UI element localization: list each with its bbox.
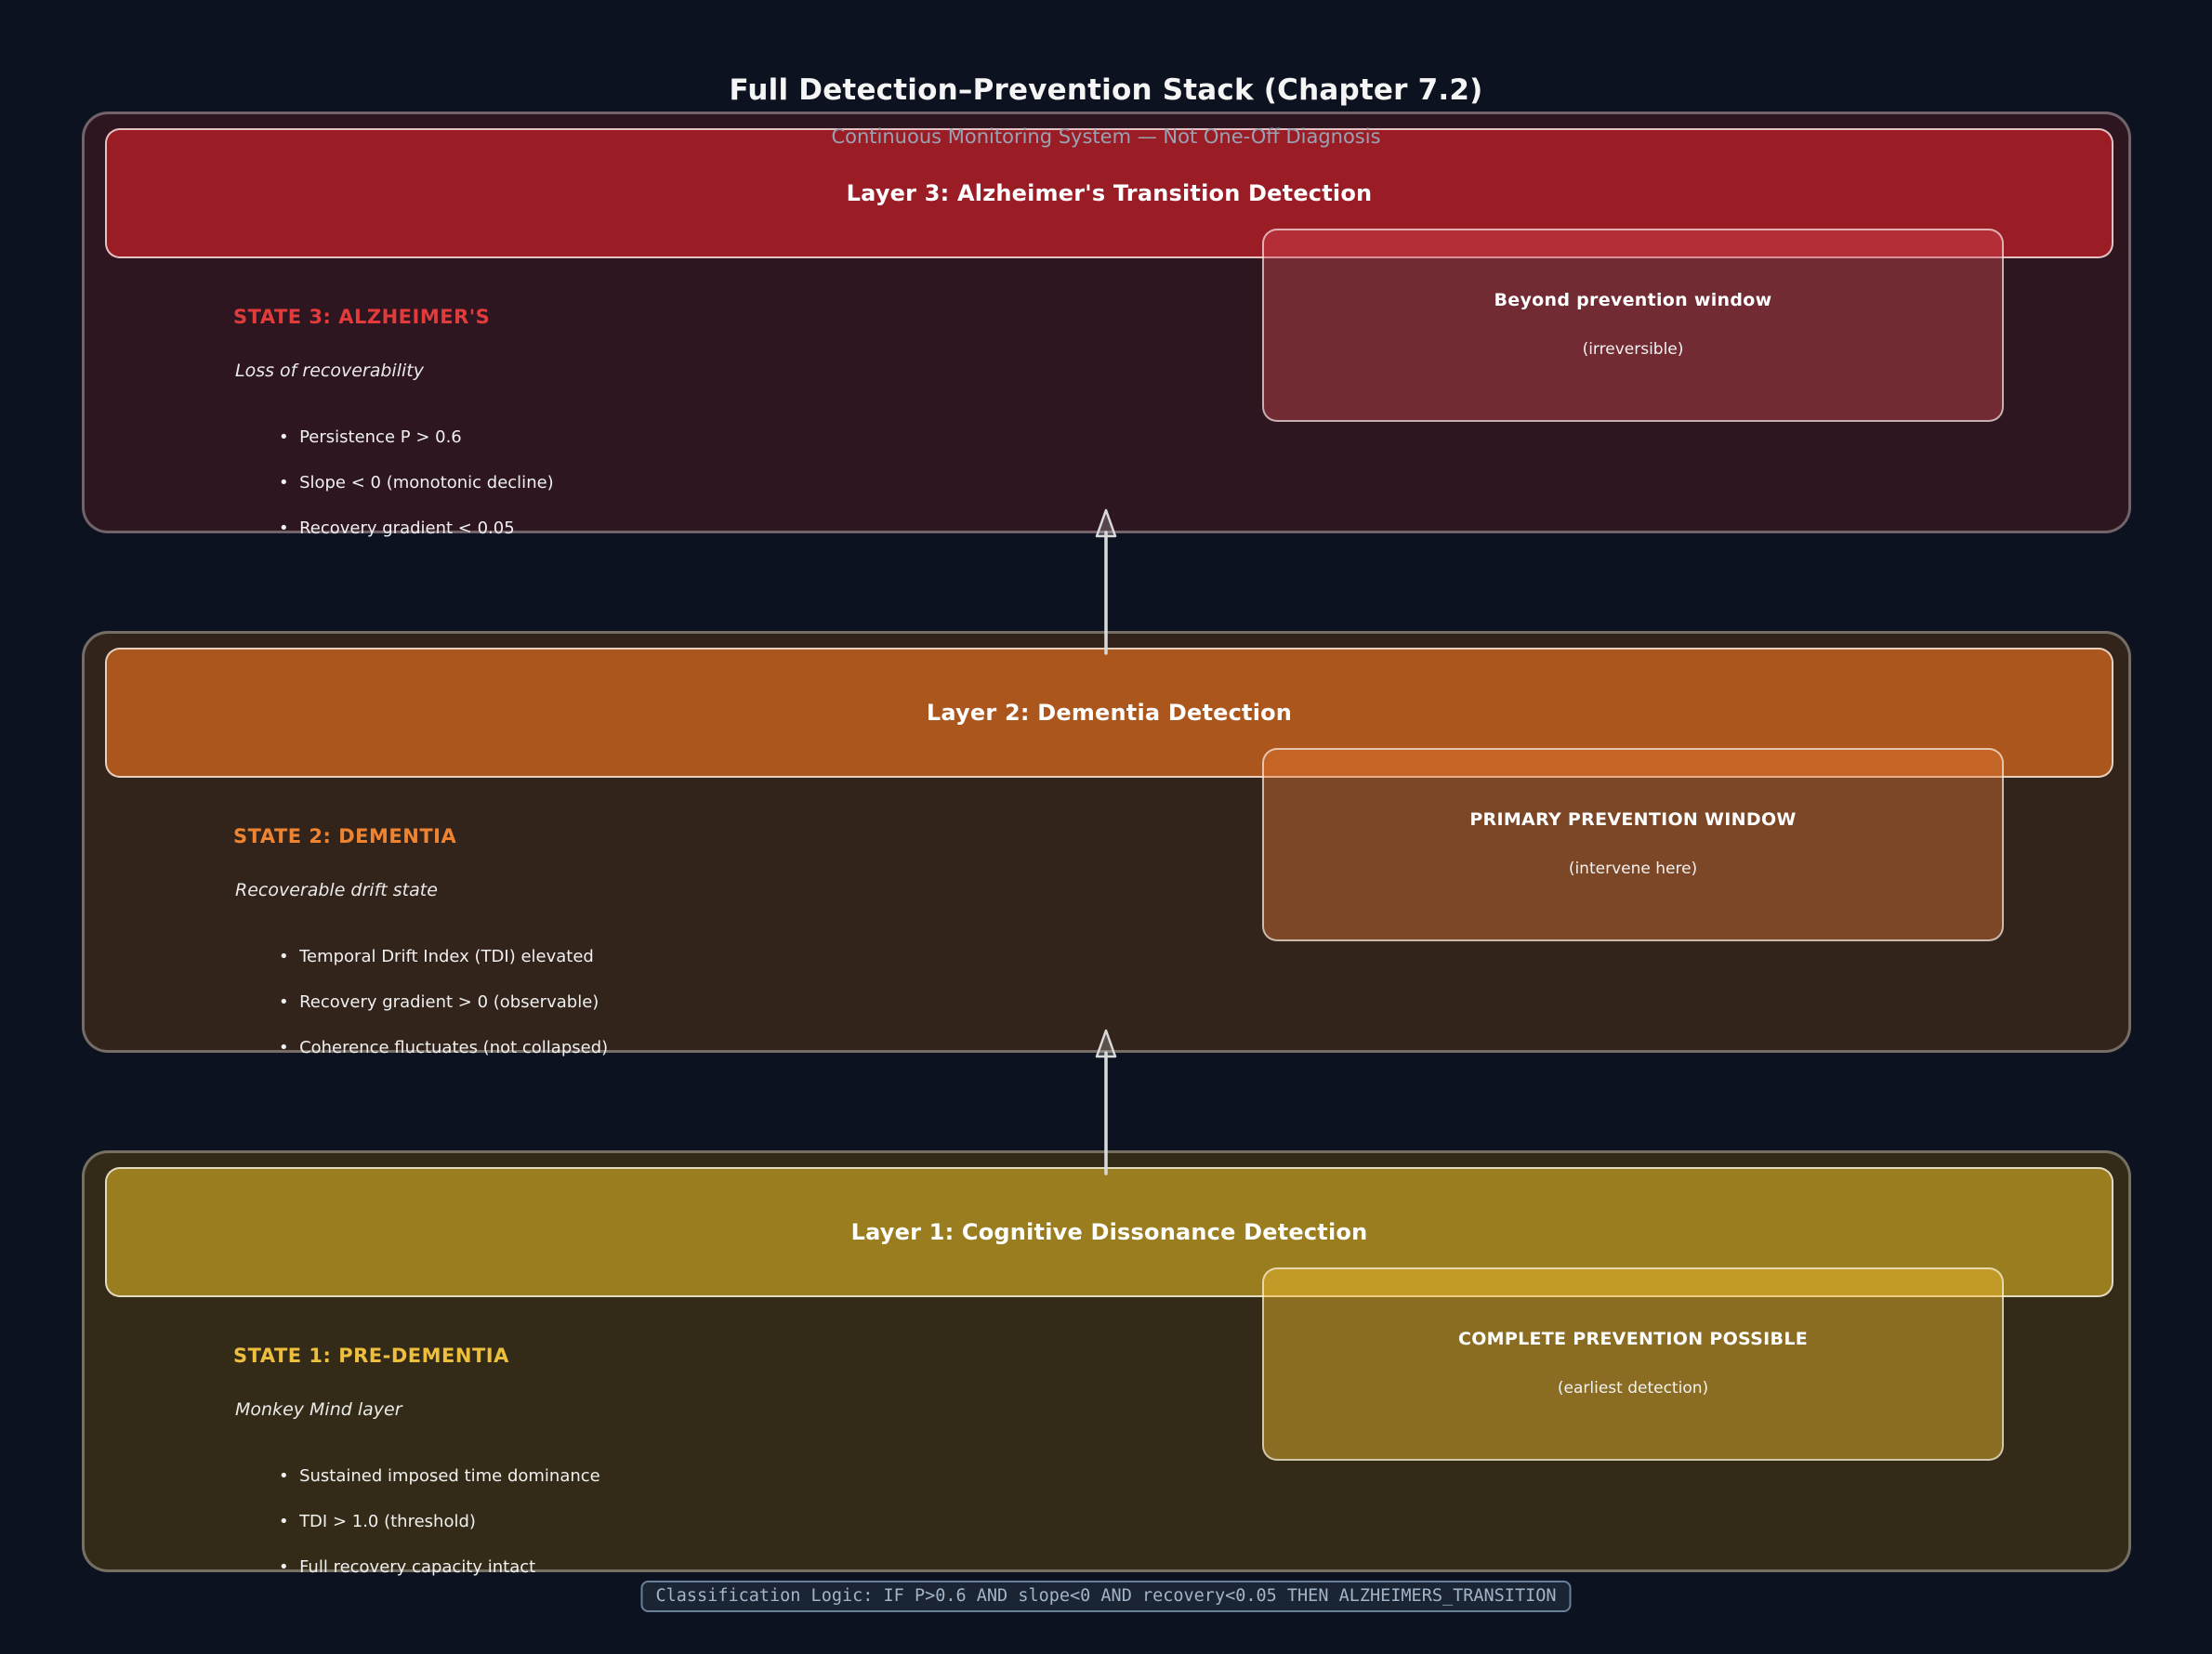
layer1-state-title: STATE 1: PRE-DEMENTIA [233,1345,509,1367]
layer2-bullet-1: • Temporal Drift Index (TDI) elevated [279,948,608,966]
layer1-window-subtitle: (earliest detection) [1557,1379,1709,1398]
layer2-criteria-list [279,948,608,1084]
layer2-prevention-window [1262,748,2004,941]
up-arrow-icon [1089,506,1123,657]
layer2-container [82,631,2131,1057]
layer1-container [82,1150,2131,1577]
layer2-window-title: PRIMARY PREVENTION WINDOW [1469,809,1797,830]
layer2-state-subtitle: Recoverable drift state [235,880,438,900]
layer3-window-subtitle: (irreversible) [1582,340,1684,359]
layer1-prevention-window [1262,1267,2004,1461]
layer3-header-label: Layer 3: Alzheimer's Transition Detection [846,180,1373,206]
up-arrow-icon [1089,1027,1123,1177]
layer1-bullet-3: • Full recovery capacity intact [279,1558,600,1577]
layer2-state-title: STATE 2: DEMENTIA [233,825,457,847]
layer3-state-subtitle: Loss of recoverability [235,361,424,381]
layer3-criteria-list [279,428,554,565]
layer1-bullet-1: • Sustained imposed time dominance [279,1467,600,1486]
page-title: Full Detection–Prevention Stack (Chapter 7.2) [729,73,1483,107]
layer2-window-subtitle: (intervene here) [1568,860,1698,878]
layer3-bullet-2: • Slope < 0 (monotonic decline) [279,474,554,492]
layer2-bullet-3: • Coherence fluctuates (not collapsed) [279,1039,608,1057]
layer3-window-title: Beyond prevention window [1494,290,1772,310]
layer3-bullet-3: • Recovery gradient < 0.05 [279,519,554,538]
layer3-state-title: STATE 3: ALZHEIMER'S [233,306,491,328]
layer3-bullet-1: • Persistence P > 0.6 [279,428,554,447]
page-subtitle: Continuous Monitoring System — Not One-Off Diagnosis [831,125,1381,148]
layer1-header-label: Layer 1: Cognitive Dissonance Detection [850,1219,1368,1245]
classification-logic-pill: Classification Logic: IF P>0.6 AND slope<0 AND recovery<0.05 THEN ALZHEIMERS_TRANSITION [640,1581,1571,1612]
layer2-bullet-2: • Recovery gradient > 0 (observable) [279,993,608,1012]
layer1-window-title: COMPLETE PREVENTION POSSIBLE [1457,1329,1808,1349]
layer2-header-label: Layer 2: Dementia Detection [926,700,1293,726]
layer1-state-subtitle: Monkey Mind layer [235,1399,402,1420]
layer3-container [82,112,2131,538]
layer1-criteria-list [279,1467,600,1604]
layer3-prevention-window [1262,229,2004,422]
layer1-bullet-2: • TDI > 1.0 (threshold) [279,1513,600,1531]
